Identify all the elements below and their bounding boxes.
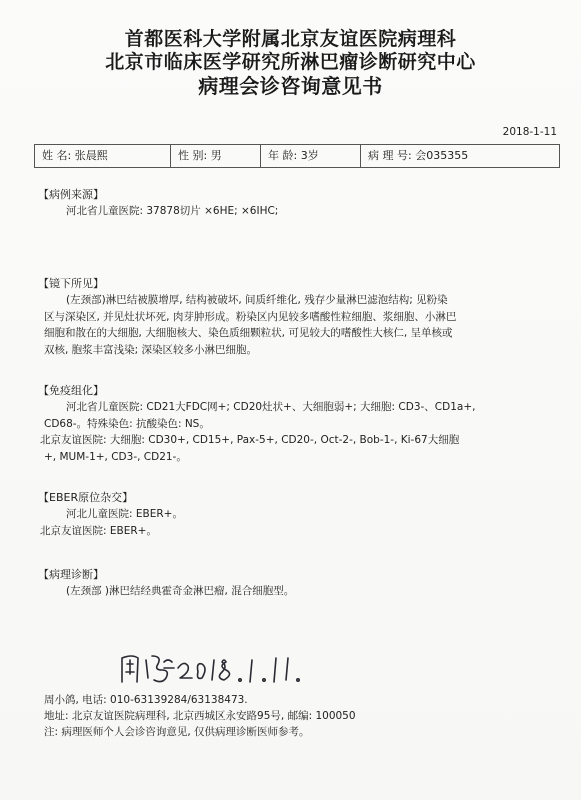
research-center-name: 北京市临床医学研究所淋巴瘤诊断研究中心 [105, 51, 476, 73]
eber-line: 北京友谊医院: EBER+。 [40, 524, 157, 537]
ihc-line: +, MUM-1+, CD3-, CD21-。 [44, 450, 187, 463]
report-header [0, 28, 581, 99]
contact-info: 周小鸽, 电话: 010-63139284/63138473. [44, 694, 248, 706]
source-text [44, 203, 549, 220]
microscopy-line: 区与深染区, 并见灶状坏死, 肉芽肿形成。粉染区内见较多嗜酸性粒细胞、浆细胞、小淋巴 [44, 310, 457, 323]
eber-line: 河北儿童医院: EBER+。 [66, 508, 183, 520]
diagnosis-line: (左颈部 )淋巴结经典霍奇金淋巴瘤, 混合细胞型。 [66, 585, 295, 597]
patient-sex: 性 别: 男 [171, 145, 261, 167]
report-footer [44, 692, 549, 740]
microscopy-heading: 【镜下所见】 [38, 277, 104, 290]
report-date: 2018-1-11 [502, 126, 557, 138]
microscopy-line: 双核, 胞浆丰富浅染; 深染区较多小淋巴细胞。 [44, 343, 258, 356]
ihc-line: 河北省儿童医院: CD21大FDC网+; CD20灶状+、大细胞弱+; 大细胞: CD3-、CD1a+, [66, 401, 476, 413]
ihc-line: 北京友谊医院: 大细胞: CD30+, CD15+, Pax-5+, CD20-, Oct-2-, Bob-1-, Ki-67大细胞 [40, 434, 460, 446]
source-line: 河北省儿童医院: 37878切片 ×6HE; ×6IHC; [66, 205, 279, 217]
disclaimer-note: 注: 病理医师个人会诊咨询意见, 仅供病理诊断医师参考。 [44, 726, 310, 738]
source-heading: 【病例来源】 [38, 188, 104, 201]
diagnosis-heading: 【病理诊断】 [38, 568, 104, 581]
microscopy-line: (左颈部)淋巴结被膜增厚, 结构被破坏, 间质纤维化, 残存少量淋巴滤泡结构; 见粉染 [66, 294, 448, 306]
patient-info-table [34, 144, 560, 168]
microscopy-line: 细胞和散在的大细胞, 大细胞核大、染色质细颗粒状, 可见较大的嗜酸性大核仁, 呈单核或 [44, 327, 453, 339]
pathology-number: 病 理 号: 会035355 [368, 149, 469, 162]
diagnosis-text [44, 583, 549, 600]
patient-age: 年 龄: 3岁 [261, 145, 361, 167]
microscopy-text [44, 292, 549, 358]
report-title: 病理会诊咨询意见书 [198, 74, 383, 98]
ihc-heading: 【免疫组化】 [38, 384, 104, 397]
ihc-line: CD68-。特殊染色: 抗酸染色: NS。 [44, 417, 210, 430]
hospital-name: 首都医科大学附属北京友谊医院病理科 [124, 28, 457, 50]
ihc-text [40, 399, 549, 465]
eber-heading: 【EBER原位杂交】 [38, 491, 134, 504]
handwritten-signature [118, 648, 338, 692]
address-info: 地址: 北京友谊医院病理科, 北京西城区永安路95号, 邮编: 100050 [44, 710, 356, 722]
patient-name: 姓 名: 张晨熙 [35, 145, 171, 167]
eber-text [40, 506, 549, 539]
